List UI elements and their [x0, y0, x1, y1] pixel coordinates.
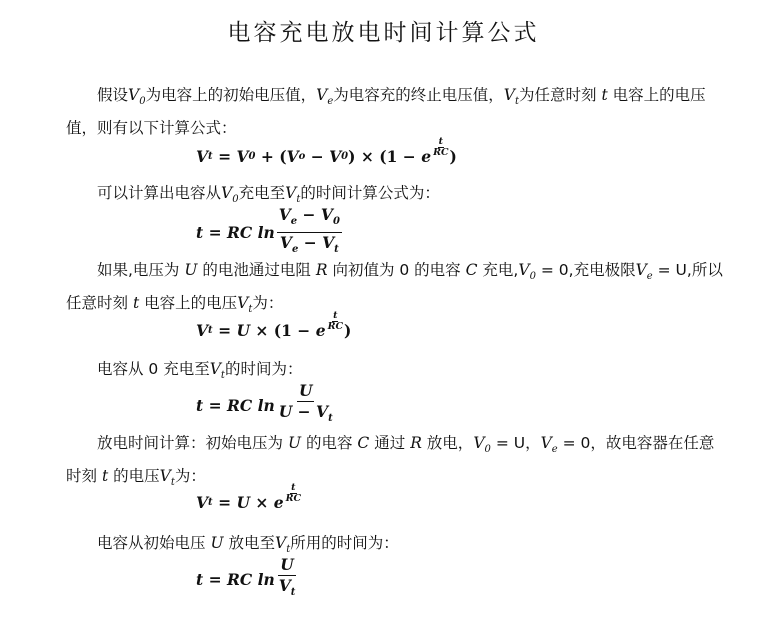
page-title: 电容充电放电时间计算公式 [227, 20, 540, 46]
text: 的时间为： [224, 360, 303, 378]
equation-discharge-time: t = RC ln $\frac{U}{V_t}$ [196, 555, 296, 599]
var-r: R [315, 261, 328, 279]
text: 放电时间计算：初始电压为 [97, 434, 284, 452]
text: 的电压 [113, 467, 160, 486]
text: 电容上的电压值，则有以下计算公式： [66, 86, 706, 138]
text: 的电容 [305, 434, 353, 452]
text: 电容从初始电压 [97, 534, 206, 552]
var-c: C [357, 434, 370, 452]
text: = 0，故电容器在任意时刻 [66, 434, 715, 486]
text: 的电池通过电阻 [202, 261, 311, 279]
charge-from-zero-intro [66, 356, 726, 389]
text: 可以计算出电容从 [97, 184, 222, 202]
var-v0: $V_0$ [221, 184, 239, 206]
text: 充电至 [238, 184, 286, 202]
equation-charge-from-zero: t = RC ln $\frac{U}{U - V_t}$ [196, 381, 333, 425]
var-u: U [210, 534, 224, 552]
var-vt: $V_t$ [285, 184, 301, 206]
text: 放电， [426, 434, 474, 452]
equation-charge-voltage: V t = V 0 + ( V o − V 0 ) × (1 − e $\frac{t}{RC}$ ) [196, 136, 457, 166]
var-ve: $V_e$ [635, 261, 653, 283]
var-vt: $V_t$ [503, 86, 519, 108]
var-vt: $V_t$ [274, 534, 291, 556]
discharge-time-intro [66, 530, 726, 563]
equation-charge-time: t = RC ln $\frac{V_e - V_0}{V_e - V_t}$ [196, 205, 340, 256]
var-vt: $V_t$ [209, 360, 225, 382]
var-v0: $V_0$ [128, 86, 146, 108]
text: 为任意时刻 [518, 86, 597, 104]
var-t: t [101, 467, 109, 486]
var-vt: $V_t$ [159, 467, 175, 489]
text: 通过 [374, 434, 406, 452]
charge-time-intro [66, 180, 726, 213]
discharge-paragraph [66, 430, 726, 496]
text: 为电容充的终止电压值， [333, 86, 504, 104]
text: 如果,电压为 [97, 261, 180, 279]
text: 所用的时间为： [290, 534, 399, 552]
var-v0: $V_0$ [518, 261, 536, 283]
var-vt: $V_t$ [237, 294, 253, 316]
text: 向初值为 0 的电容 [332, 261, 461, 279]
intro-paragraph [66, 82, 726, 142]
text: 电容从 0 充电至 [97, 360, 210, 378]
var-u: U [184, 261, 198, 279]
var-c: C [465, 261, 478, 279]
var-ve: $V_e$ [540, 434, 558, 456]
text: = 0,充电极限 [535, 261, 636, 279]
text: 为电容上的初始电压值， [145, 86, 317, 104]
var-u: U [287, 434, 302, 452]
text: 充电, [482, 261, 519, 279]
text: = U， [490, 434, 541, 452]
text: = U,所以任意时刻 [66, 261, 723, 313]
text: 电容上的电压 [144, 294, 238, 313]
var-t: t [601, 86, 608, 104]
text: 的时间计算公式为： [300, 184, 440, 202]
var-r: R [410, 434, 422, 452]
text: 放电至 [228, 534, 275, 552]
var-v0: $V_0$ [473, 434, 491, 456]
text: 为： [252, 294, 284, 313]
text: 为： [174, 467, 206, 486]
battery-paragraph [66, 257, 726, 323]
text: 假设 [97, 86, 129, 104]
var-ve: $V_e$ [316, 86, 334, 108]
var-t: t [132, 294, 140, 313]
equation-battery-voltage: V t = U × (1 − e $\frac{t}{RC}$ ) [196, 310, 352, 340]
equation-discharge-voltage: V t = U × e $\frac{t}{RC}$ [196, 482, 302, 512]
